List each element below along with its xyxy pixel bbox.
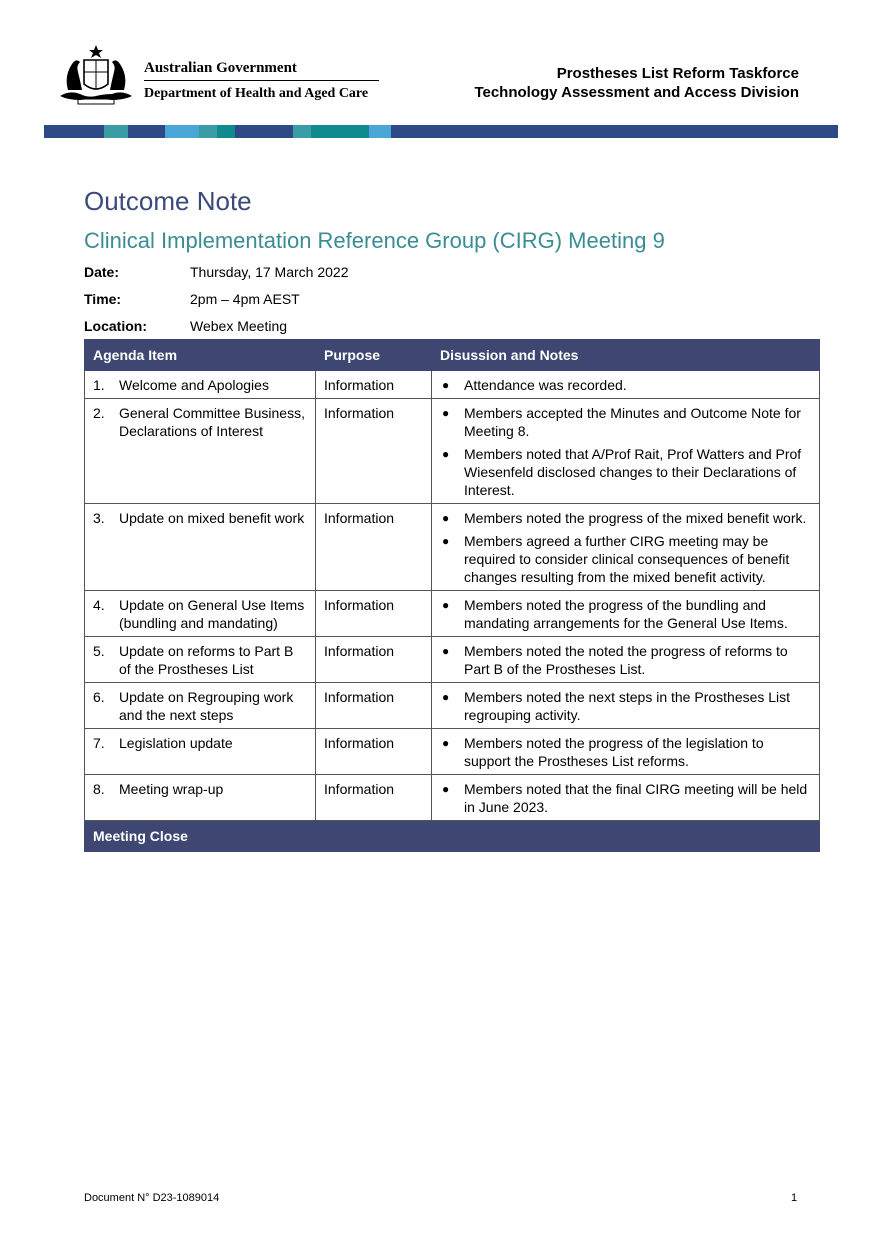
purpose-cell: Information xyxy=(316,729,432,775)
bullet-icon: ● xyxy=(442,690,450,704)
band-segment xyxy=(199,125,217,138)
bullet-icon: ● xyxy=(442,534,450,548)
notes-list xyxy=(440,404,811,499)
band-segment xyxy=(391,125,838,138)
note-text: Members noted the progress of the legislation to support the Prostheses List reforms. xyxy=(464,735,764,769)
notes-cell xyxy=(432,683,820,729)
note-text: Members noted that A/Prof Rait, Prof Watters and Prof Wiesenfeld disclosed changes to their Declarations of Interest. xyxy=(464,446,802,498)
band-segment xyxy=(128,125,165,138)
notes-list xyxy=(440,376,811,394)
bullet-icon: ● xyxy=(442,736,450,750)
meeting-close-label: Meeting Close xyxy=(85,821,820,852)
band-segment xyxy=(293,125,311,138)
meeting-date xyxy=(84,264,349,280)
government-name: Australian Government xyxy=(144,60,297,76)
agenda-item-title: Update on mixed benefit work xyxy=(119,510,305,526)
notes-cell xyxy=(432,399,820,504)
purpose-cell: Information xyxy=(316,399,432,504)
page-subtitle: Clinical Implementation Reference Group (CIRG) Meeting 9 xyxy=(84,228,665,253)
bullet-icon: ● xyxy=(442,447,450,461)
agenda-item-title: Meeting wrap-up xyxy=(119,781,224,797)
agenda-item-cell xyxy=(85,637,316,683)
band-segment xyxy=(311,125,369,138)
table-row xyxy=(85,729,820,775)
bullet-icon: ● xyxy=(442,782,450,796)
agenda-item xyxy=(93,376,307,394)
note-text: Members noted the next steps in the Prostheses List regrouping activity. xyxy=(464,689,791,723)
list-item xyxy=(440,509,811,527)
agenda-item xyxy=(93,596,307,632)
agenda-item-number: 4. xyxy=(93,597,105,613)
list-item xyxy=(440,688,811,724)
agenda-item-title: Update on General Use Items (bundling and mandating) xyxy=(119,597,305,631)
government-logo xyxy=(54,44,384,106)
notes-cell xyxy=(432,504,820,591)
table-row xyxy=(85,399,820,504)
agenda-item-title: General Committee Business, Declarations of Interest xyxy=(119,405,305,439)
notes-list xyxy=(440,596,811,632)
table-row xyxy=(85,637,820,683)
agenda-item xyxy=(93,642,307,678)
bullet-icon: ● xyxy=(442,644,450,658)
notes-list xyxy=(440,734,811,770)
bullet-icon: ● xyxy=(442,598,450,612)
taskforce-name: Prostheses List Reform Taskforce xyxy=(556,65,799,82)
note-text: Members noted the progress of the mixed benefit work. xyxy=(464,510,807,526)
list-item xyxy=(440,596,811,632)
band-segment xyxy=(44,125,104,138)
header-division-block xyxy=(474,64,799,102)
division-name: Technology Assessment and Access Division xyxy=(474,84,799,101)
notes-list xyxy=(440,688,811,724)
time-label: Time: xyxy=(84,291,122,307)
bullet-icon: ● xyxy=(442,378,450,392)
note-text: Members noted the progress of the bundling and mandating arrangements for the General Use Items. xyxy=(464,597,788,631)
purpose-cell: Information xyxy=(316,504,432,591)
date-value: Thursday, 17 March 2022 xyxy=(190,264,349,280)
agenda-item-title: Update on Regrouping work and the next steps xyxy=(119,689,294,723)
note-text: Members noted that the final CIRG meeting will be held in June 2023. xyxy=(464,781,808,815)
agenda-item-cell xyxy=(85,371,316,399)
footer-document-number: Document N° D23-1089014 xyxy=(84,1192,220,1204)
column-header-agenda-item: Agenda Item xyxy=(85,340,316,371)
purpose-cell: Information xyxy=(316,637,432,683)
agenda-item-cell xyxy=(85,729,316,775)
page-title: Outcome Note xyxy=(84,186,252,216)
agenda-item-number: 3. xyxy=(93,510,105,526)
list-item xyxy=(440,532,811,586)
agenda-item xyxy=(93,404,307,440)
agenda-item xyxy=(93,688,307,724)
location-value: Webex Meeting xyxy=(190,318,288,334)
note-text: Members agreed a further CIRG meeting may be required to consider clinical consequences of benefit changes resulting from the mixed benefit activity. xyxy=(464,533,790,585)
agenda-item-cell xyxy=(85,775,316,821)
agenda-item-number: 7. xyxy=(93,735,105,751)
department-name: Department of Health and Aged Care xyxy=(144,86,369,101)
agenda-item-number: 1. xyxy=(93,377,105,393)
agenda-item-number: 2. xyxy=(93,405,105,421)
notes-cell xyxy=(432,729,820,775)
purpose-cell: Information xyxy=(316,591,432,637)
agenda-item-number: 5. xyxy=(93,643,105,659)
agenda-item-cell xyxy=(85,683,316,729)
bullet-icon: ● xyxy=(442,406,450,420)
agenda-table xyxy=(84,339,820,852)
agenda-item-title: Welcome and Apologies xyxy=(119,377,269,393)
band-segment xyxy=(165,125,199,138)
location-label: Location: xyxy=(84,318,147,334)
agenda-item-cell xyxy=(85,591,316,637)
table-row xyxy=(85,775,820,821)
table-row xyxy=(85,683,820,729)
agenda-item-title: Update on reforms to Part B of the Prostheses List xyxy=(119,643,294,677)
footer-page-number: 1 xyxy=(791,1192,798,1204)
purpose-cell: Information xyxy=(316,775,432,821)
column-header-purpose: Purpose xyxy=(316,340,432,371)
band-segment xyxy=(235,125,293,138)
band-segment xyxy=(104,125,128,138)
purpose-cell: Information xyxy=(316,683,432,729)
band-segment xyxy=(369,125,391,138)
table-header-row xyxy=(85,340,820,371)
decorative-color-band xyxy=(44,125,838,138)
logo-divider xyxy=(144,80,379,81)
notes-cell xyxy=(432,637,820,683)
agenda-item xyxy=(93,780,307,798)
notes-cell xyxy=(432,591,820,637)
agenda-item-cell xyxy=(85,504,316,591)
note-text: Members noted the noted the progress of reforms to Part B of the Prostheses List. xyxy=(464,643,788,677)
list-item xyxy=(440,404,811,440)
list-item xyxy=(440,376,811,394)
bullet-icon: ● xyxy=(442,511,450,525)
table-row xyxy=(85,591,820,637)
list-item xyxy=(440,642,811,678)
list-item xyxy=(440,734,811,770)
agenda-table-body xyxy=(85,371,820,852)
list-item xyxy=(440,780,811,816)
notes-list xyxy=(440,509,811,586)
agenda-item-number: 8. xyxy=(93,781,105,797)
notes-list xyxy=(440,780,811,816)
agenda-item-number: 6. xyxy=(93,689,105,705)
notes-cell xyxy=(432,371,820,399)
time-value: 2pm – 4pm AEST xyxy=(190,291,300,307)
notes-list xyxy=(440,642,811,678)
date-label: Date: xyxy=(84,264,120,280)
meeting-time xyxy=(84,291,300,307)
meeting-close-row xyxy=(85,821,820,852)
column-header-notes: Disussion and Notes xyxy=(432,340,820,371)
table-row xyxy=(85,504,820,591)
table-row xyxy=(85,371,820,399)
agenda-item-cell xyxy=(85,399,316,504)
agenda-item xyxy=(93,734,307,752)
note-text: Attendance was recorded. xyxy=(464,377,627,393)
purpose-cell: Information xyxy=(316,371,432,399)
coat-of-arms-icon xyxy=(54,44,138,106)
band-segment xyxy=(217,125,235,138)
notes-cell xyxy=(432,775,820,821)
agenda-item-title: Legislation update xyxy=(119,735,233,751)
list-item xyxy=(440,445,811,499)
meeting-location xyxy=(84,318,287,334)
agenda-item xyxy=(93,509,307,527)
note-text: Members accepted the Minutes and Outcome Note for Meeting 8. xyxy=(464,405,801,439)
